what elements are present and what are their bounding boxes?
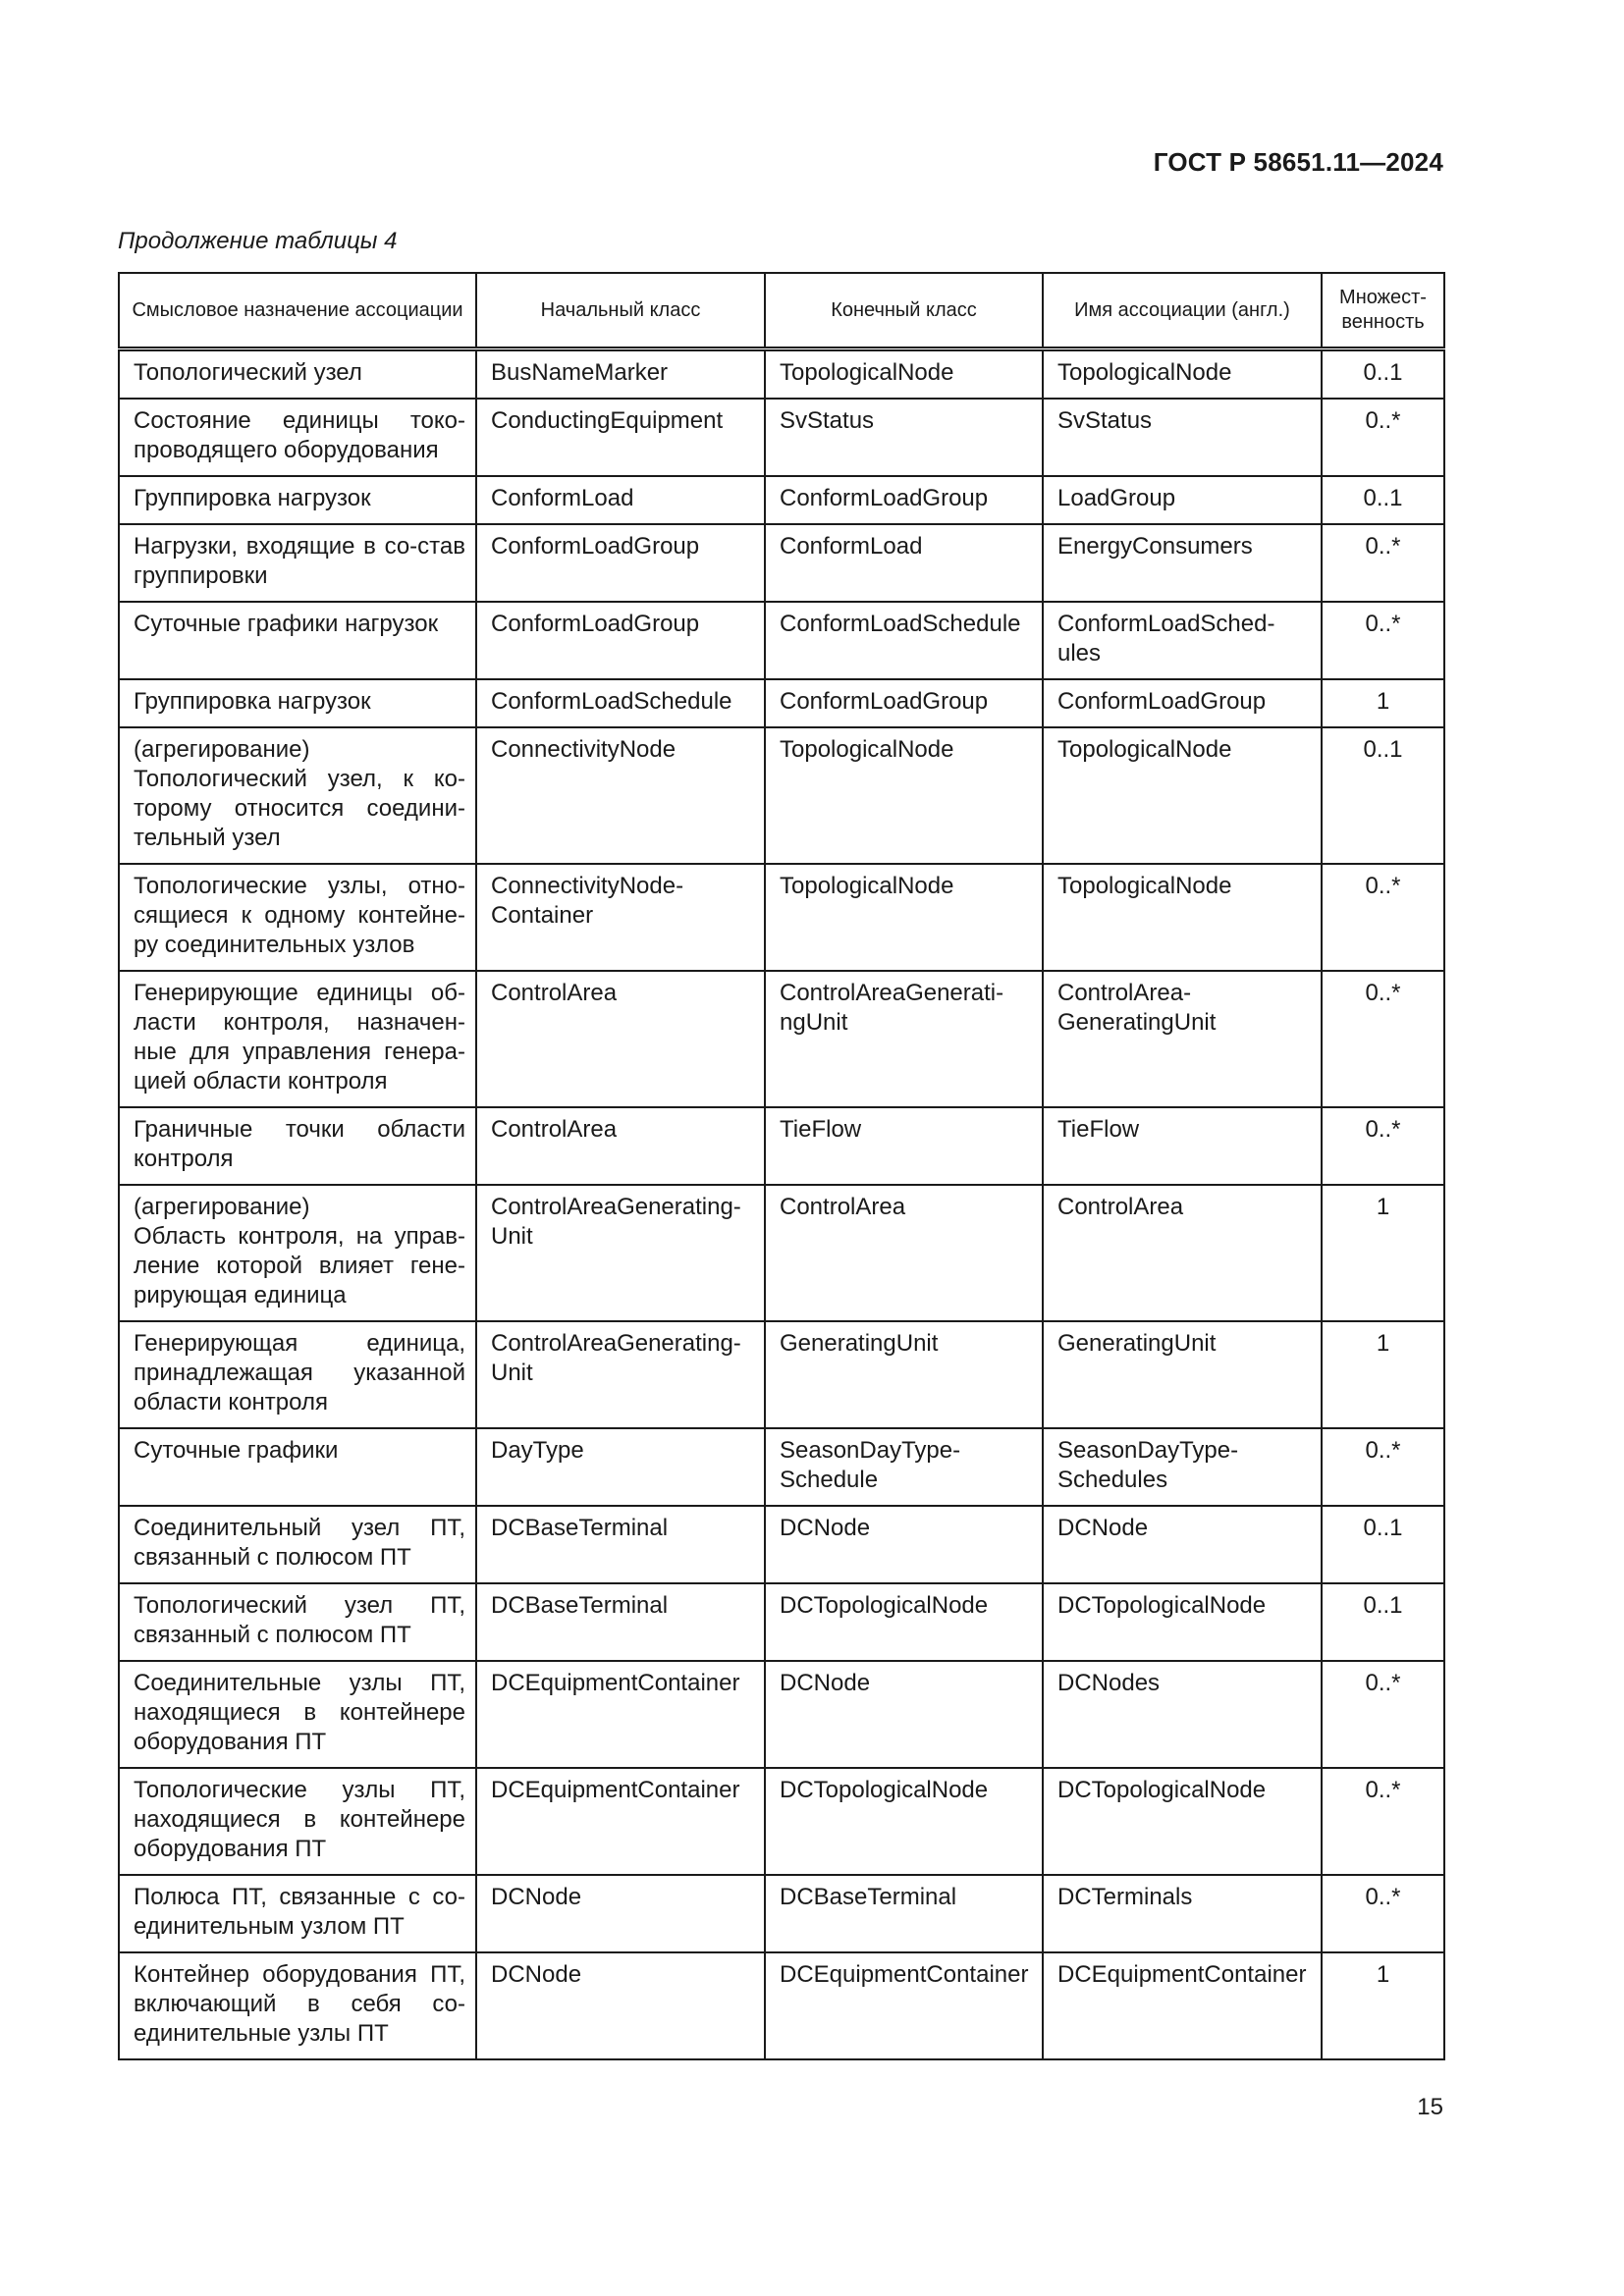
cell-multiplicity: 0..*	[1322, 602, 1444, 679]
purpose-text: Топологические узлы, отно-сящиеся к одному контейне-ру соединительных узлов	[134, 873, 465, 958]
cell-source-class: ConformLoadSchedule	[476, 679, 765, 727]
table-row	[119, 476, 1444, 524]
cell-target-class: ConformLoad	[765, 524, 1043, 602]
table-caption: Продолжение таблицы 4	[118, 228, 398, 254]
cell-source-class: DCEquipmentContainer	[476, 1661, 765, 1768]
cell-association-name: EnergyConsumers	[1043, 524, 1322, 602]
cell-purpose	[119, 602, 476, 679]
purpose-text: Топологические узлы ПТ, находящиеся в контейнере оборудования ПТ	[134, 1777, 465, 1862]
column-header-source-class: Начальный класс	[476, 273, 765, 349]
page-number: 15	[1417, 2094, 1443, 2120]
cell-purpose	[119, 476, 476, 524]
purpose-text: Топологический узел ПТ, связанный с полюсом ПТ	[134, 1592, 465, 1648]
cell-association-name: ConformLoadSched-ules	[1043, 602, 1322, 679]
table-row	[119, 971, 1444, 1107]
purpose-text: Область контроля, на управ-ление которой влияет гене-рирующая единица	[134, 1223, 465, 1308]
cell-source-class: DCEquipmentContainer	[476, 1768, 765, 1875]
cell-source-class: DCNode	[476, 1952, 765, 2059]
cell-multiplicity: 0..*	[1322, 1768, 1444, 1875]
cell-association-name: TopologicalNode	[1043, 349, 1322, 400]
cell-association-name: TopologicalNode	[1043, 864, 1322, 971]
cell-target-class: DCNode	[765, 1506, 1043, 1583]
cell-multiplicity: 0..1	[1322, 1506, 1444, 1583]
cell-source-class: ConformLoadGroup	[476, 602, 765, 679]
cell-purpose	[119, 1428, 476, 1506]
cell-multiplicity: 1	[1322, 1185, 1444, 1321]
table-row	[119, 1583, 1444, 1661]
cell-multiplicity: 0..*	[1322, 1107, 1444, 1185]
table-row	[119, 524, 1444, 602]
cell-multiplicity: 0..*	[1322, 864, 1444, 971]
cell-multiplicity: 0..*	[1322, 1875, 1444, 1952]
cell-association-name: DCTopologicalNode	[1043, 1583, 1322, 1661]
purpose-text: Соединительные узлы ПТ, находящиеся в контейнере оборудования ПТ	[134, 1670, 465, 1755]
cell-target-class: TopologicalNode	[765, 864, 1043, 971]
cell-target-class: SvStatus	[765, 399, 1043, 476]
cell-purpose	[119, 1875, 476, 1952]
cell-source-class: ControlArea	[476, 971, 765, 1107]
cell-association-name: DCNodes	[1043, 1661, 1322, 1768]
cell-source-class: ControlAreaGenerating-Unit	[476, 1321, 765, 1428]
cell-association-name: ControlArea	[1043, 1185, 1322, 1321]
purpose-text: Полюса ПТ, связанные с со-единительным узлом ПТ	[134, 1884, 465, 1940]
cell-association-name: DCNode	[1043, 1506, 1322, 1583]
table-row	[119, 1661, 1444, 1768]
table-row	[119, 349, 1444, 400]
table-row	[119, 1107, 1444, 1185]
table-header-row	[119, 273, 1444, 349]
cell-purpose	[119, 1952, 476, 2059]
cell-purpose	[119, 399, 476, 476]
cell-multiplicity: 0..1	[1322, 349, 1444, 400]
cell-purpose	[119, 1185, 476, 1321]
cell-target-class: ConformLoadSchedule	[765, 602, 1043, 679]
purpose-text: Нагрузки, входящие в со-став группировки	[134, 533, 465, 589]
purpose-text: Топологический узел	[134, 359, 362, 386]
cell-target-class: ControlAreaGenerati-ngUnit	[765, 971, 1043, 1107]
cell-association-name: GeneratingUnit	[1043, 1321, 1322, 1428]
purpose-text: Суточные графики	[134, 1437, 339, 1464]
purpose-text: Генерирующие единицы об-ласти контроля, назначен-ные для управления генера-цией области контроля	[134, 980, 465, 1095]
table-row	[119, 1428, 1444, 1506]
cell-purpose	[119, 727, 476, 864]
purpose-text: Контейнер оборудования ПТ, включающий в себя со-единительные узлы ПТ	[134, 1961, 465, 2047]
cell-multiplicity: 0..*	[1322, 524, 1444, 602]
table-row	[119, 864, 1444, 971]
cell-purpose	[119, 524, 476, 602]
purpose-text: Граничные точки области контроля	[134, 1116, 465, 1172]
cell-association-name: TopologicalNode	[1043, 727, 1322, 864]
aggregation-note: (агрегирование)	[134, 1194, 310, 1220]
cell-source-class: ControlArea	[476, 1107, 765, 1185]
cell-source-class: DayType	[476, 1428, 765, 1506]
aggregation-note: (агрегирование)	[134, 736, 310, 763]
cell-multiplicity: 0..*	[1322, 399, 1444, 476]
cell-purpose	[119, 349, 476, 400]
cell-purpose	[119, 1583, 476, 1661]
cell-source-class: ConformLoad	[476, 476, 765, 524]
cell-target-class: ConformLoadGroup	[765, 679, 1043, 727]
cell-target-class: TopologicalNode	[765, 349, 1043, 400]
table-row	[119, 1506, 1444, 1583]
table-row	[119, 727, 1444, 864]
cell-multiplicity: 0..*	[1322, 971, 1444, 1107]
cell-source-class: ConnectivityNode-Container	[476, 864, 765, 971]
purpose-text: Суточные графики нагрузок	[134, 611, 439, 637]
cell-source-class: ConformLoadGroup	[476, 524, 765, 602]
cell-association-name: TieFlow	[1043, 1107, 1322, 1185]
cell-association-name: ConformLoadGroup	[1043, 679, 1322, 727]
cell-purpose	[119, 971, 476, 1107]
cell-target-class: DCTopologicalNode	[765, 1583, 1043, 1661]
table-row	[119, 1185, 1444, 1321]
cell-source-class: DCBaseTerminal	[476, 1506, 765, 1583]
cell-purpose	[119, 679, 476, 727]
cell-target-class: DCBaseTerminal	[765, 1875, 1043, 1952]
cell-target-class: SeasonDayType-Schedule	[765, 1428, 1043, 1506]
cell-multiplicity: 0..1	[1322, 727, 1444, 864]
table-row	[119, 1768, 1444, 1875]
cell-association-name: DCEquipmentContainer	[1043, 1952, 1322, 2059]
purpose-text: Соединительный узел ПТ, связанный с полюсом ПТ	[134, 1515, 465, 1571]
table-row	[119, 399, 1444, 476]
column-header-target-class: Конечный класс	[765, 273, 1043, 349]
cell-target-class: TieFlow	[765, 1107, 1043, 1185]
cell-association-name: DCTerminals	[1043, 1875, 1322, 1952]
purpose-text: Топологический узел, к ко-торому относится соедини-тельный узел	[134, 766, 465, 851]
association-table	[118, 272, 1445, 2060]
column-header-multiplicity: Множест-венность	[1322, 273, 1444, 349]
table-row	[119, 1321, 1444, 1428]
cell-purpose	[119, 1107, 476, 1185]
cell-target-class: DCNode	[765, 1661, 1043, 1768]
cell-source-class: BusNameMarker	[476, 349, 765, 400]
document-standard-code: ГОСТ Р 58651.11—2024	[1153, 147, 1443, 177]
cell-target-class: GeneratingUnit	[765, 1321, 1043, 1428]
table-row	[119, 1875, 1444, 1952]
cell-source-class: DCNode	[476, 1875, 765, 1952]
table-row	[119, 602, 1444, 679]
table-row	[119, 679, 1444, 727]
cell-association-name: DCTopologicalNode	[1043, 1768, 1322, 1875]
cell-target-class: ControlArea	[765, 1185, 1043, 1321]
cell-source-class: DCBaseTerminal	[476, 1583, 765, 1661]
cell-multiplicity: 0..1	[1322, 1583, 1444, 1661]
cell-purpose	[119, 1506, 476, 1583]
cell-association-name: ControlArea-GeneratingUnit	[1043, 971, 1322, 1107]
cell-purpose	[119, 1321, 476, 1428]
cell-purpose	[119, 864, 476, 971]
cell-source-class: ConductingEquipment	[476, 399, 765, 476]
cell-multiplicity: 0..1	[1322, 476, 1444, 524]
cell-multiplicity: 1	[1322, 1321, 1444, 1428]
cell-target-class: DCEquipmentContainer	[765, 1952, 1043, 2059]
column-header-purpose: Смысловое назначение ассоциации	[119, 273, 476, 349]
cell-purpose	[119, 1768, 476, 1875]
cell-target-class: DCTopologicalNode	[765, 1768, 1043, 1875]
cell-multiplicity: 0..*	[1322, 1428, 1444, 1506]
purpose-text: Группировка нагрузок	[134, 485, 371, 511]
cell-association-name: SeasonDayType-Schedules	[1043, 1428, 1322, 1506]
cell-purpose	[119, 1661, 476, 1768]
purpose-text: Состояние единицы токо-проводящего оборудования	[134, 407, 465, 463]
cell-association-name: SvStatus	[1043, 399, 1322, 476]
table-row	[119, 1952, 1444, 2059]
cell-target-class: ConformLoadGroup	[765, 476, 1043, 524]
cell-multiplicity: 0..*	[1322, 1661, 1444, 1768]
cell-source-class: ControlAreaGenerating-Unit	[476, 1185, 765, 1321]
purpose-text: Генерирующая единица, принадлежащая указанной области контроля	[134, 1330, 465, 1415]
cell-source-class: ConnectivityNode	[476, 727, 765, 864]
cell-target-class: TopologicalNode	[765, 727, 1043, 864]
cell-multiplicity: 1	[1322, 1952, 1444, 2059]
cell-multiplicity: 1	[1322, 679, 1444, 727]
table-body	[119, 349, 1444, 2060]
cell-association-name: LoadGroup	[1043, 476, 1322, 524]
column-header-association-name: Имя ассоциации (англ.)	[1043, 273, 1322, 349]
purpose-text: Группировка нагрузок	[134, 688, 371, 715]
